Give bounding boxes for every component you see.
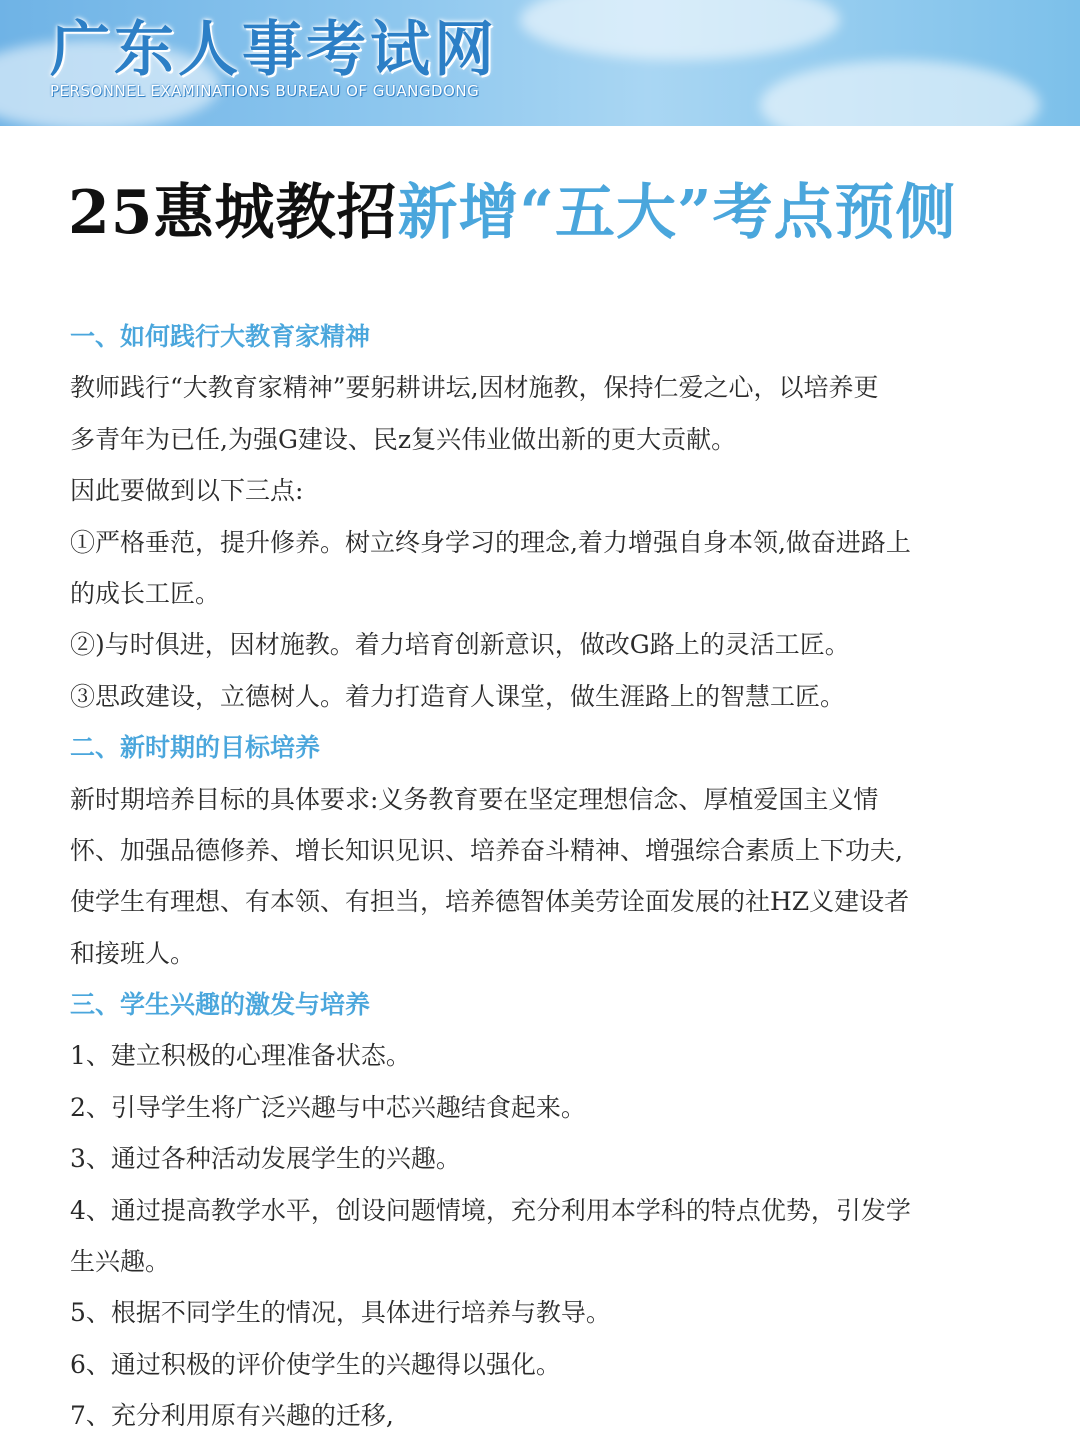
paragraph-line: ①严格垂范，提升修养。树立终身学习的理念,着力增强自身本领,做奋进路上 [70, 527, 911, 557]
site-logo-title: 广东人事考试网 [50, 15, 498, 85]
section-heading: 三、学生兴趣的激发与培养 [70, 990, 371, 1020]
paragraph-line: 5、根据不同学生的情况，具体进行培养与教导。 [70, 1298, 611, 1328]
paragraph-line: 怀、加强品德修养、增长知识见识、培养奋斗精神、增强综合素质上下功夫, [70, 835, 903, 865]
paragraph-line: 多青年为已任,为强G建设、民z复兴伟业做出新的更大贡献。 [70, 424, 737, 454]
paragraph-line: 教师践行“大教育家精神”要躬耕讲坛,因材施教，保持仁爱之心，以培养更 [70, 373, 879, 403]
page-title-blue: 新增“五大”考点预侧 [397, 178, 957, 248]
page-title-black: 25惠城教招 [68, 178, 398, 248]
paragraph-line: 2、引导学生将广泛兴趣与中芯兴趣结食起来。 [70, 1092, 586, 1122]
site-logo-subtitle: PERSONNEL EXAMINATIONS BUREAU OF GUANGDONG [50, 82, 480, 100]
paragraph-line: 4、通过提高教学水平，创设问题情境，充分利用本学科的特点优势，引发学 [70, 1195, 911, 1225]
site-banner [0, 0, 1080, 126]
paragraph-line: 和接班人。 [70, 938, 196, 968]
paragraph-line: 新时期培养目标的具体要求:义务教育要在坚定理想信念、厚植爱国主义情 [70, 784, 879, 814]
paragraph-line: ②)与时俱进，因材施教。着力培育创新意识，做改G路上的灵活工匠。 [70, 630, 850, 660]
paragraph-line: 生兴趣。 [70, 1247, 171, 1277]
paragraph-line: 因此要做到以下三点: [70, 476, 304, 506]
page-title [68, 168, 957, 258]
paragraph-line: 3、通过各种活动发展学生的兴趣。 [70, 1144, 461, 1174]
cloud-decoration [760, 60, 1040, 126]
paragraph-line: 使学生有理想、有本领、有担当，培养德智体美劳诠面发展的社HZ义建设者 [70, 887, 910, 917]
section-heading: 一、如何践行大教育家精神 [70, 322, 371, 351]
paragraph-line: 7、充分利用原有兴趣的迁移, [70, 1401, 394, 1431]
paragraph-line: 的成长工匠。 [70, 578, 221, 608]
section-heading: 二、新时期的目标培养 [70, 733, 321, 763]
paragraph-line: ③思政建设，立德树人。着力打造育人课堂，做生涯路上的智慧工匠。 [70, 681, 846, 711]
article-body [70, 311, 1020, 1442]
paragraph-line: 6、通过积极的评价使学生的兴趣得以强化。 [70, 1349, 561, 1379]
paragraph-line: 1、建立积极的心理准备状态。 [70, 1041, 411, 1071]
cloud-decoration [520, 0, 840, 60]
